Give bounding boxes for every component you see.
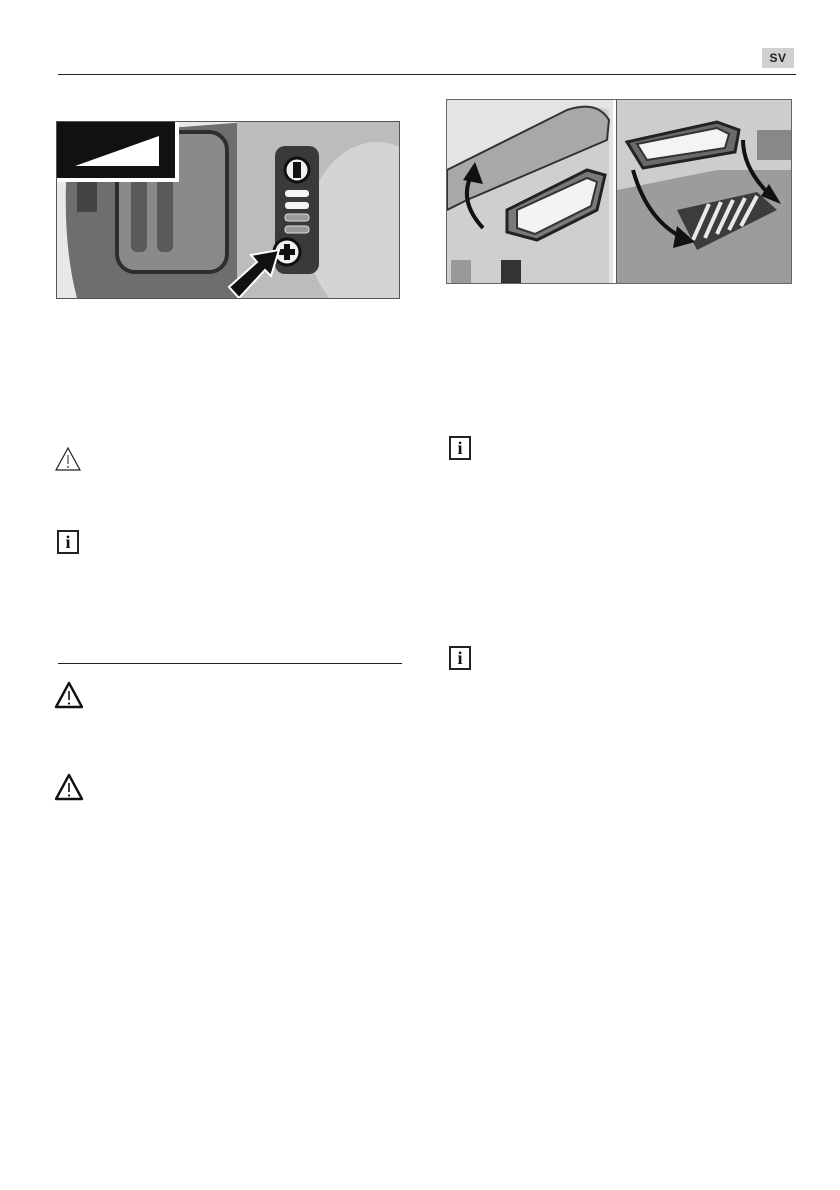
language-badge: SV (762, 48, 794, 68)
info-icon: i (449, 436, 471, 460)
warning-icon (54, 446, 82, 472)
header-rule (58, 74, 796, 75)
info-icon: i (57, 530, 79, 554)
info-icon: i (449, 646, 471, 670)
figure-speed-control (56, 121, 400, 299)
warning-icon (54, 773, 84, 801)
speed-control-illustration (57, 122, 399, 298)
figure-dust-filter (446, 99, 792, 284)
warning-icon (54, 681, 84, 709)
dust-filter-illustration (447, 100, 791, 283)
section-divider (58, 663, 402, 664)
